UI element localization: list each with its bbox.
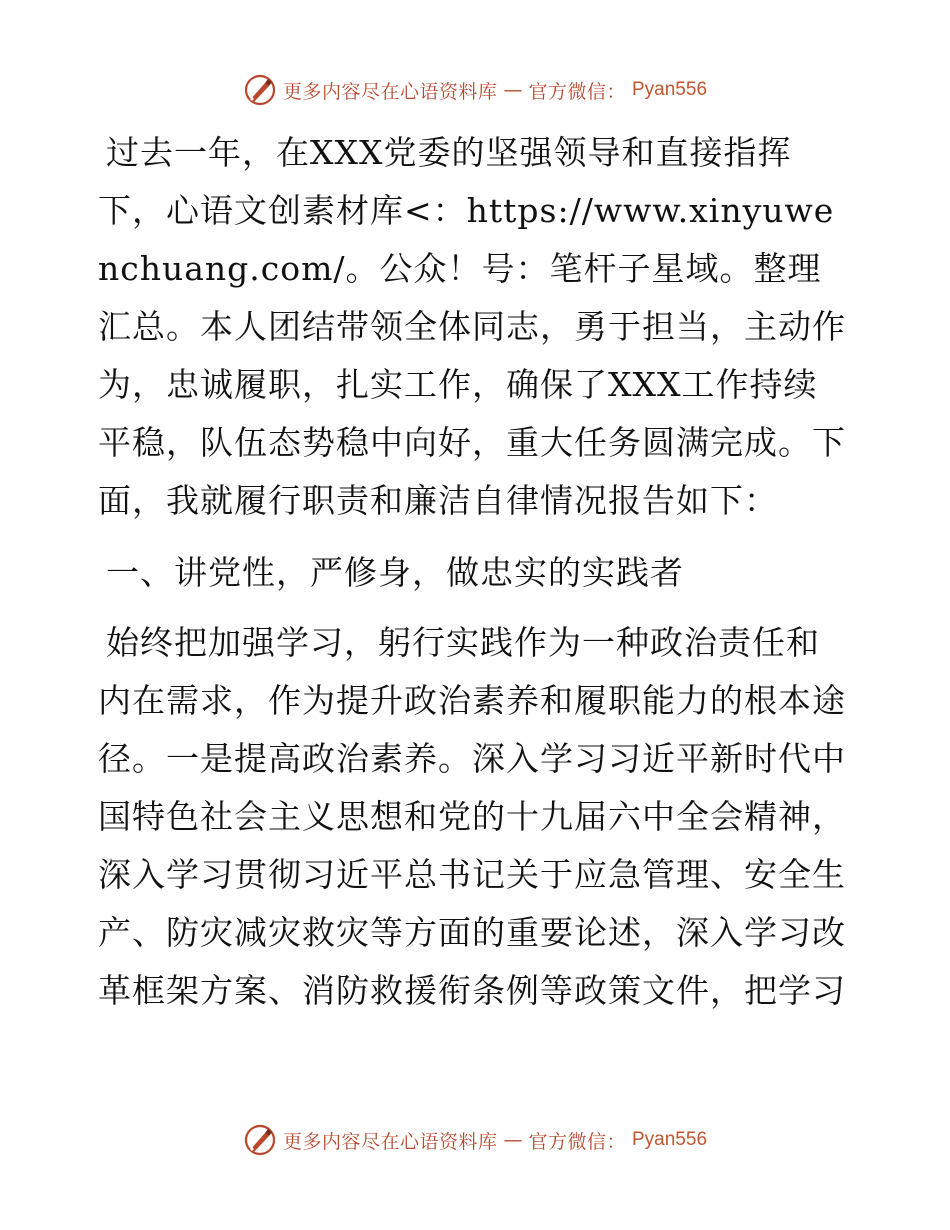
pen-circle-logo-icon	[243, 73, 277, 107]
footer-watermark-inner	[243, 1123, 707, 1157]
header-account-label: 官方微信：	[528, 80, 626, 103]
footer-account-id: Pyan556	[632, 1129, 708, 1150]
header-watermark	[0, 70, 950, 110]
header-watermark-inner	[243, 73, 707, 107]
footer-separator: —	[503, 1129, 523, 1151]
footer-watermark-text: 更多内容尽在心语资料库	[282, 1130, 498, 1153]
footer-watermark	[0, 1120, 950, 1160]
section-heading: 一、讲党性，严修身，做忠实的实践者	[106, 553, 684, 592]
header-separator: —	[503, 79, 523, 101]
footer-account-label: 官方微信：	[528, 1130, 626, 1153]
section-paragraph: 始终把加强学习，躬行实践作为一种政治责任和内在需求，作为提升政治素养和履职能力的根本途径。一是提高政治素养。深入学习习近平新时代中国特色社会主义思想和党的十九届六中全会精神，深入学习贯彻习近平总书记关于应急管理、安全生产、防灾减灾救灾等方面的重要论述，深入学习改革框架方案、消防救援衔条例等政策文件，把学习	[98, 623, 846, 1010]
pen-circle-logo-icon	[243, 1123, 277, 1157]
document-body	[98, 124, 850, 1020]
header-watermark-text: 更多内容尽在心语资料库	[282, 80, 498, 103]
intro-paragraph: 过去一年，在XXX党委的坚强领导和直接指挥下，心语文创素材库<：https://www.xinyuwenchuang.com/。公众！号：笔杆子星域。整理汇总。本人团结带领全体同志，勇于担当，主动作为，忠诚履职，扎实工作，确保了XXX工作持续平稳，队伍态势稳中向好，重大任务圆满完成。下面，我就履行职责和廉洁自律情况报告如下：	[98, 133, 846, 520]
header-account-id: Pyan556	[632, 79, 708, 100]
